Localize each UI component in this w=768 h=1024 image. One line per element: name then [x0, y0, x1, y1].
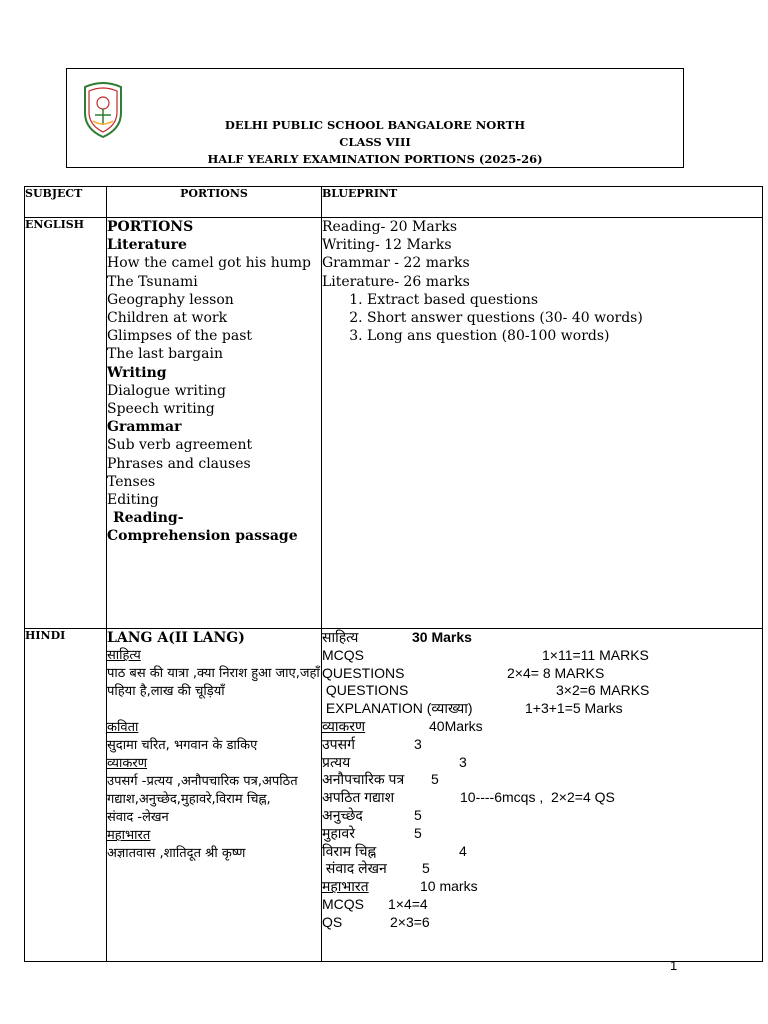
blueprint-row — [322, 825, 762, 843]
blueprint-value: 3 — [414, 735, 422, 752]
writing-heading: Writing — [107, 364, 167, 381]
list-item: Phrases and clauses — [107, 455, 251, 472]
hindi-portions — [107, 629, 322, 962]
column-header-portions: PORTIONS — [107, 187, 322, 218]
blueprint-value: 5 — [431, 771, 439, 788]
blueprint-row — [322, 843, 762, 861]
blueprint-row — [322, 736, 762, 754]
vyakaran-text: उपसर्ग -प्रत्यय ,अनौपचारिक पत्र,अपठित गद्याश,अनुच्छेद,मुहावरे,विराम चिह्न, — [107, 774, 298, 807]
vyakaran-heading: व्याकरण — [107, 756, 148, 771]
english-blueprint — [322, 218, 763, 629]
blueprint-row — [322, 789, 762, 807]
blueprint-label: QS — [322, 913, 343, 930]
blueprint-label: QUESTIONS — [322, 664, 405, 681]
blueprint-label: अनौपचारिक पत्र — [322, 771, 405, 788]
blueprint-line: Literature- 26 marks — [322, 273, 470, 290]
kavita-heading: कविता — [107, 720, 139, 735]
sahitya-heading: साहित्य — [107, 648, 141, 663]
class-title: CLASS VIII — [339, 135, 411, 149]
list-item: Glimpses of the past — [107, 328, 253, 345]
school-name: DELHI PUBLIC SCHOOL BANGALORE NORTH — [224, 118, 526, 132]
english-portions-title: PORTIONS — [107, 219, 194, 235]
blueprint-label: संवाद लेखन — [322, 860, 387, 877]
blueprint-line: Writing- 12 Marks — [322, 237, 452, 254]
list-item: Editing — [107, 492, 159, 509]
blueprint-row — [322, 896, 762, 914]
blueprint-label: अपठित गद्याश — [322, 789, 395, 806]
english-portions — [107, 218, 322, 629]
list-item: Children at work — [107, 310, 228, 327]
blueprint-value: 4 — [459, 842, 467, 859]
list-item: 3. Long ans question (80-100 words) — [367, 327, 762, 345]
hindi-lang-title: LANG A(II LANG) — [107, 630, 245, 646]
blueprint-value: 1×4=4 — [388, 895, 428, 912]
blueprint-label: व्याकरण — [322, 717, 366, 734]
blueprint-label: मुहावरे — [322, 824, 355, 841]
blueprint-label: EXPLANATION (व्याख्या) — [322, 700, 473, 717]
blueprint-row — [322, 665, 762, 683]
list-item: How the camel got his hump — [107, 255, 311, 272]
blueprint-row — [322, 700, 762, 718]
blueprint-line: Reading- 20 Marks — [322, 219, 458, 235]
table-header-row — [25, 187, 763, 218]
list-item: The last bargain — [107, 346, 223, 363]
table-row-hindi — [25, 629, 763, 962]
blueprint-value: 5 — [422, 860, 430, 877]
hindi-blueprint — [322, 629, 763, 962]
mahabharat-text: अज्ञातवास ,शातिदूत श्री कृष्ण — [107, 846, 246, 861]
blueprint-value: 5 — [414, 824, 422, 841]
list-item: The Tsunami — [107, 273, 198, 290]
blueprint-value: 3×2=6 MARKS — [556, 682, 650, 699]
blueprint-value: 10 marks — [420, 878, 478, 895]
blueprint-label: अनुच्छेद — [322, 806, 363, 823]
blueprint-row — [322, 647, 762, 665]
blueprint-row — [322, 878, 762, 896]
portions-table — [24, 186, 763, 962]
blueprint-value: 1×11=11 MARKS — [542, 646, 649, 663]
blueprint-label: महाभारत — [322, 878, 369, 895]
blueprint-value: 3 — [459, 753, 467, 770]
list-item: Sub verb agreement — [107, 437, 253, 454]
blueprint-label: विराम चिह्न — [322, 842, 377, 859]
blueprint-row — [322, 771, 762, 789]
blueprint-row — [322, 682, 762, 700]
list-item: Geography lesson — [107, 291, 234, 308]
blueprint-label: उपसर्ग — [322, 735, 355, 752]
subject-hindi: HINDI — [25, 629, 107, 962]
blueprint-value: 2×4= 8 MARKS — [507, 664, 605, 681]
blueprint-value: 1+3+1=5 Marks — [525, 700, 623, 717]
mahabharat-heading: महाभारत — [107, 828, 151, 843]
blueprint-row — [322, 718, 762, 736]
list-item: 2. Short answer questions (30- 40 words) — [367, 309, 762, 327]
column-header-subject: SUBJECT — [25, 187, 107, 218]
blueprint-row — [322, 807, 762, 825]
page-number: 1 — [670, 958, 678, 973]
blueprint-numbered-list — [322, 291, 762, 346]
blueprint-value: 2×3=6 — [390, 913, 430, 930]
blueprint-row — [322, 914, 762, 932]
reading-item: Comprehension passage — [107, 528, 298, 545]
blueprint-row — [322, 754, 762, 772]
blueprint-row — [322, 860, 762, 878]
literature-heading: Literature — [107, 237, 187, 254]
list-item: Speech writing — [107, 401, 215, 418]
subject-english: ENGLISH — [25, 218, 107, 629]
blueprint-value: 5 — [414, 806, 422, 823]
blueprint-label: QUESTIONS — [322, 682, 409, 699]
blueprint-value: 30 Marks — [412, 629, 472, 645]
blueprint-label: प्रत्यय — [322, 753, 351, 770]
exam-title: HALF YEARLY EXAMINATION PORTIONS (2025-26) — [207, 152, 543, 166]
header-box — [66, 68, 684, 168]
blueprint-label: MCQS — [322, 895, 364, 912]
blueprint-label: MCQS — [322, 646, 364, 663]
table-row-english — [25, 218, 763, 629]
blueprint-value: 40Marks — [429, 717, 483, 734]
samvad-text: संवाद -लेखन — [107, 810, 169, 825]
list-item: Tenses — [107, 473, 156, 490]
grammar-heading: Grammar — [107, 419, 182, 436]
list-item: Dialogue writing — [107, 382, 226, 399]
list-item: 1. Extract based questions — [367, 291, 762, 309]
sahitya-text: पाठ बस की यात्रा ,क्या निराश हुआ जाए,जहाँ पहिया है,लाख की चूड़ियाँ — [107, 666, 320, 699]
reading-heading: Reading- — [113, 510, 184, 527]
column-header-blueprint: BLUEPRINT — [322, 187, 763, 218]
blueprint-label: साहित्य — [322, 629, 359, 645]
blueprint-row — [322, 629, 762, 647]
blueprint-line: Grammar - 22 marks — [322, 255, 470, 272]
kavita-text: सुदामा चरित, भगवान के डाकिए — [107, 738, 258, 753]
blueprint-value: 10----6mcqs , 2×2=4 QS — [460, 789, 615, 806]
